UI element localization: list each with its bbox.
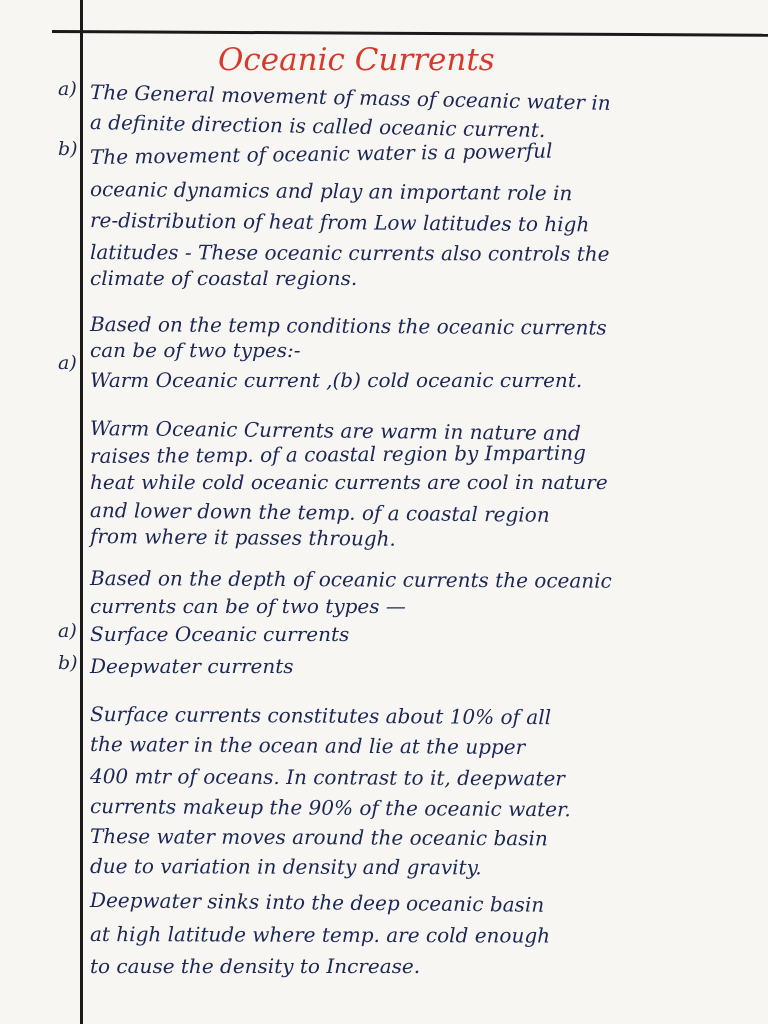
- text-line: re-distribution of heat from Low latitudes to high: [89, 208, 590, 237]
- text-line: latitudes - These oceanic currents also controls the: [89, 240, 610, 266]
- text-line: The movement of oceanic water is a powerful: [89, 138, 553, 169]
- text-line: and lower down the temp. of a coastal region: [89, 498, 550, 527]
- type-marker-a: a): [58, 352, 77, 374]
- text-line: These water moves around the oceanic basin: [89, 824, 548, 851]
- header-rule: [52, 30, 768, 37]
- page-title: Oceanic Currents: [218, 42, 495, 78]
- text-line: due to variation in density and gravity.: [89, 854, 482, 880]
- text-line: currents makeup the 90% of the oceanic water.: [89, 794, 571, 822]
- text-line: from where it passes through.: [89, 524, 396, 551]
- depth-marker-a: a): [58, 620, 77, 642]
- text-line: Warm Oceanic Currents are warm in nature and: [89, 416, 581, 446]
- text-line: the water in the ocean and lie at the upper: [89, 732, 526, 760]
- text-line: climate of coastal regions.: [90, 266, 358, 290]
- text-line: heat while cold oceanic currents are cool in nature: [90, 470, 608, 494]
- text-line: 400 mtr of oceans. In contrast to it, deepwater: [89, 764, 565, 791]
- text-line: The General movement of mass of oceanic water in: [89, 80, 611, 115]
- text-line: Based on the depth of oceanic currents the oceanic: [89, 566, 612, 593]
- margin-rule: [80, 0, 83, 1024]
- text-line: to cause the density to Increase.: [90, 954, 421, 978]
- text-line: a definite direction is called oceanic current.: [89, 110, 546, 142]
- text-line: Deepwater currents: [90, 654, 294, 678]
- text-line: Surface currents constitutes about 10% of all: [89, 702, 552, 730]
- text-line: Warm Oceanic current ,(b) cold oceanic current.: [90, 368, 583, 392]
- text-line: raises the temp. of a coastal region by Imparting: [89, 440, 586, 468]
- text-line: oceanic dynamics and play an important role in: [89, 177, 573, 206]
- text-line: currents can be of two types —: [90, 594, 406, 618]
- text-line: Deepwater sinks into the deep oceanic basin: [89, 888, 545, 917]
- point-marker-b: b): [58, 138, 78, 160]
- text-line: at high latitude where temp. are cold enough: [89, 922, 551, 948]
- text-line: Surface Oceanic currents: [90, 622, 350, 646]
- text-line: can be of two types:-: [90, 338, 301, 362]
- point-marker-a: a): [58, 78, 77, 100]
- depth-marker-b: b): [58, 652, 78, 674]
- text-line: Based on the temp conditions the oceanic currents: [89, 312, 607, 340]
